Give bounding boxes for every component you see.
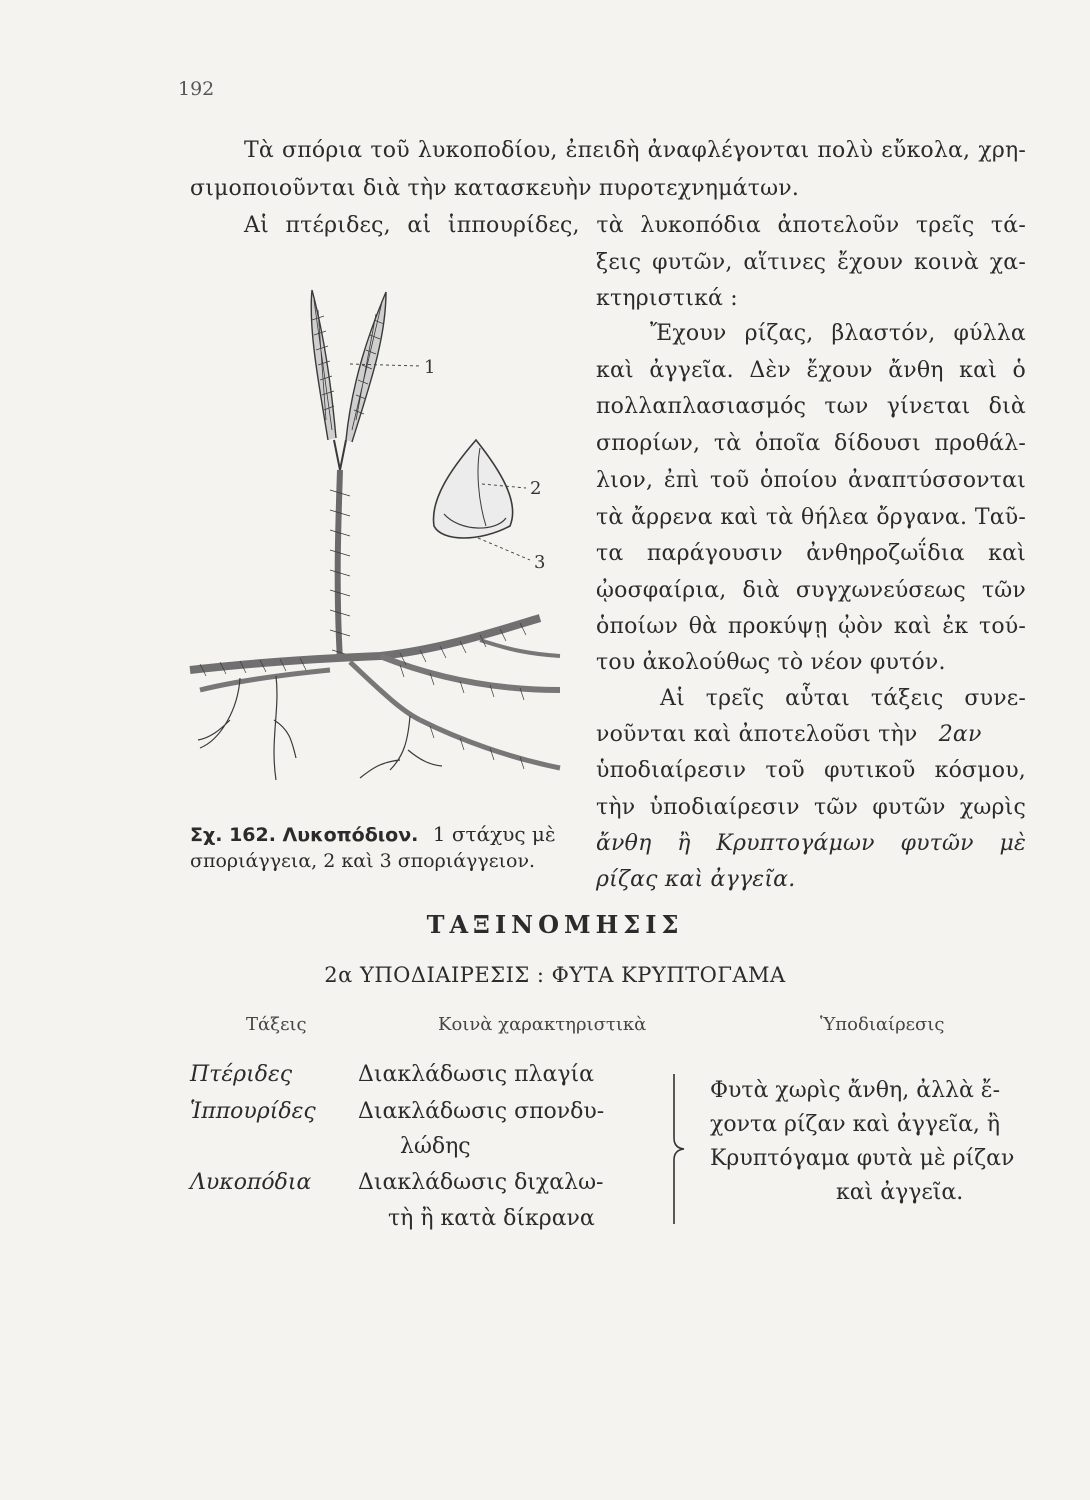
paragraph-line: καὶ ἀγγεῖα. Δὲν ἔχουν ἄνθη καὶ ὁ xyxy=(596,358,1026,383)
table-cell-name: Λυκοπόδια xyxy=(190,1170,312,1195)
paragraph-line: τὴν ὑποδιαίρεσιν τῶν φυτῶν χωρὶς xyxy=(596,795,1026,820)
table-cell-chars: Διακλάδωσις πλαγία xyxy=(358,1062,594,1087)
paragraph-line: του ἀκολούθως τὸ νέον φυτόν. xyxy=(596,650,946,675)
emphasis-text: 2αν xyxy=(938,722,982,747)
paragraph-line: λιον, ἐπὶ τοῦ ὁποίου ἀναπτύσσονται xyxy=(596,468,1026,493)
paragraph-line: ὁποίων θὰ προκύψῃ ᾠὸν καὶ ἐκ τού- xyxy=(596,614,1026,639)
column-header: Κοινὰ χαρακτηριστικὰ xyxy=(438,1014,647,1035)
table-cell-name: Ἱππουρίδες xyxy=(190,1099,316,1124)
figure-label: 1 xyxy=(424,357,436,378)
figure-label: 3 xyxy=(534,552,546,573)
paragraph-line xyxy=(596,722,982,747)
summary-line: χοντα ρίζαν καὶ ἀγγεῖα, ἢ xyxy=(710,1112,1001,1137)
paragraph-line: ᾠοσφαίρια, διὰ συγχωνεύσεως τῶν xyxy=(596,578,1026,603)
paragraph-line: ρίζας καὶ ἀγγεῖα. xyxy=(596,867,796,892)
paragraph-line: ἄνθη ἢ Κρυπτογάμων φυτῶν μὲ xyxy=(596,831,1026,856)
page-number: 192 xyxy=(178,78,215,100)
paragraph-line: κτηριστικά : xyxy=(596,286,738,311)
table-cell-chars: λώδης xyxy=(400,1134,471,1159)
paragraph-line: Ἔχουν ρίζας, βλαστόν, φύλλα xyxy=(650,321,1026,346)
section-title: ΤΑΞΙΝΟΜΗΣΙΣ xyxy=(426,910,684,939)
section-subtitle: 2α ΥΠΟΔΙΑΙΡΕΣΙΣ : ΦΥΤΑ ΚΡΥΠΤΟΓΑΜΑ xyxy=(324,963,786,987)
paragraph-line: ὑποδιαίρεσιν τοῦ φυτικοῦ κόσμου, xyxy=(596,758,1026,783)
caption-text: 1 στάχυς μὲ xyxy=(432,822,556,846)
table-cell-chars: Διακλάδωσις διχαλω- xyxy=(358,1170,604,1195)
paragraph-line: σπορίων, τὰ ὁποῖα δίδουσι προθάλ- xyxy=(596,431,1026,456)
table-cell-name: Πτέριδες xyxy=(190,1062,293,1087)
paragraph-line: τὰ ἄρρενα καὶ τὰ θήλεα ὄργανα. Ταῦ- xyxy=(596,505,1026,530)
paragraph-text: νοῦνται καὶ ἀποτελοῦσι τὴν xyxy=(596,722,918,747)
paragraph-line: σιμοποιοῦνται διὰ τὴν κατασκευὴν πυροτεχνημάτων. xyxy=(190,176,800,201)
figure-caption xyxy=(190,822,556,846)
paragraph-line: Τὰ σπόρια τοῦ λυκοποδίου, ἐπειδὴ ἀναφλέγονται πολὺ εὔκολα, χρη- xyxy=(244,138,1026,163)
club-moss-illustration xyxy=(180,270,590,810)
summary-line: Κρυπτόγαμα φυτὰ μὲ ρίζαν xyxy=(710,1146,1015,1171)
summary-line: καὶ ἀγγεῖα. xyxy=(836,1180,964,1205)
table-cell-chars: Διακλάδωσις σπονδυ- xyxy=(358,1099,605,1124)
paragraph-line: τα παράγουσιν ἀνθηροζωΐδια καὶ xyxy=(596,541,1026,566)
paragraph-line: Αἱ πτέριδες, αἱ ἱππουρίδες, τὰ λυκοπόδια ἀποτελοῦν τρεῖς τά- xyxy=(244,213,1026,238)
table-cell-chars: τὴ ἢ κατὰ δίκρανα xyxy=(388,1206,595,1231)
caption-label: Σχ. 162. Λυκοπόδιον. xyxy=(190,824,419,846)
summary-line: Φυτὰ χωρὶς ἄνθη, ἀλλὰ ἔ- xyxy=(710,1078,1001,1103)
paragraph-line: Αἱ τρεῖς αὗται τάξεις συνε- xyxy=(660,686,1026,711)
curly-brace xyxy=(672,1074,686,1224)
figure-label: 2 xyxy=(530,478,542,499)
paragraph-line: ξεις φυτῶν, αἵτινες ἔχουν κοινὰ χα- xyxy=(596,250,1026,275)
figure-caption-line: σποριάγγεια, 2 καὶ 3 σποριάγγειον. xyxy=(190,850,536,872)
column-header: Ὑποδιαίρεσις xyxy=(820,1014,945,1035)
paragraph-line: πολλαπλασιασμός των γίνεται διὰ xyxy=(596,394,1026,419)
column-header: Τάξεις xyxy=(246,1014,307,1035)
